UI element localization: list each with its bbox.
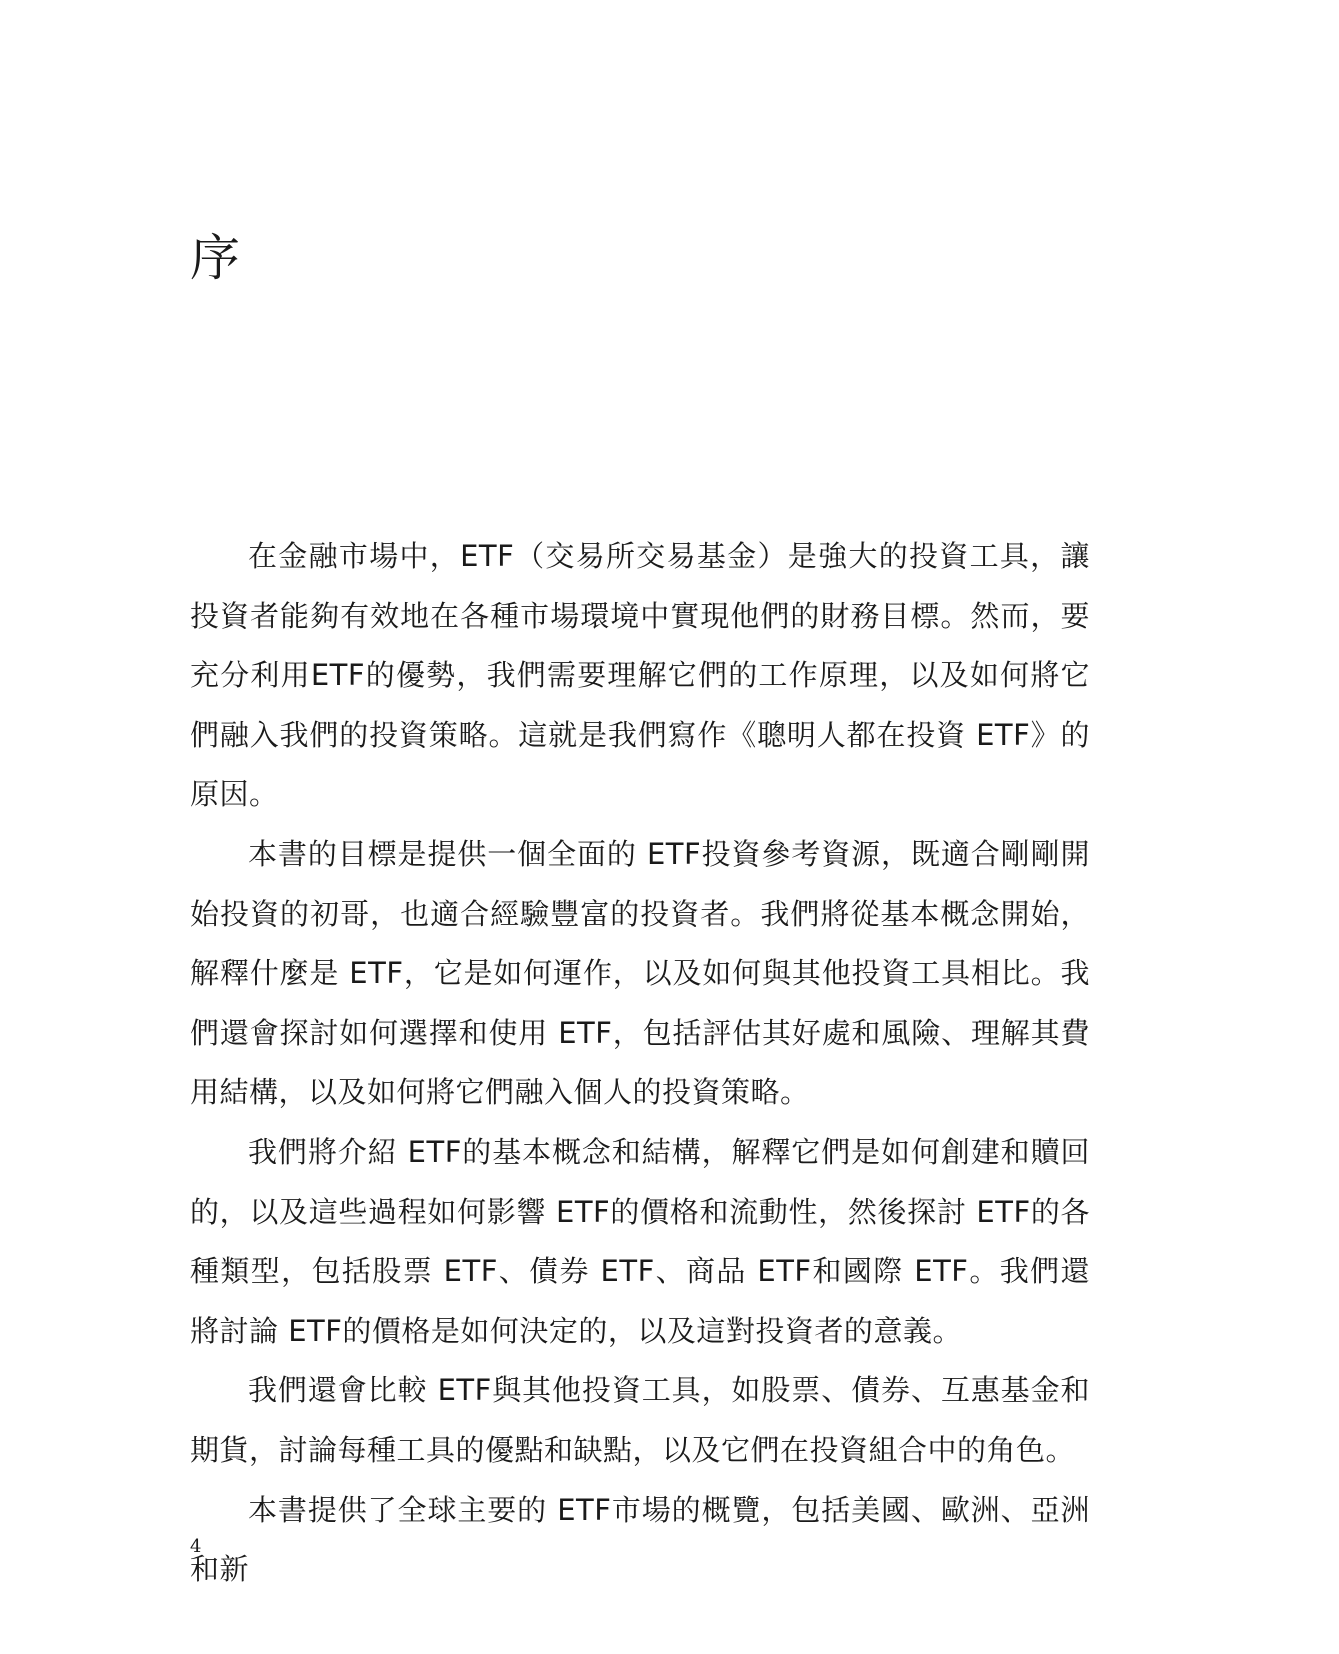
paragraph-1: 在金融市場中，ETF（交易所交易基金）是強大的投資工具，讓投資者能夠有效地在各種市場環境中實現他們的財務目標。然而，要充分利用ETF的優勢，我們需要理解它們的工作原理，以及如何將它們融入我們的投資策略。這就是我們寫作《聰明人都在投資 ETF》的原因。 [190, 539, 1090, 812]
page-number: 4 [190, 1536, 202, 1557]
paragraph-3: 我們將介紹 ETF的基本概念和結構，解釋它們是如何創建和贖回的，以及這些過程如何影響 ETF的價格和流動性，然後探討 ETF的各種類型，包括股票 ETF、債券 ETF、商品 ETF和國際 ETF。我們還將討論 ETF的價格是如何決定的，以及這對投資者的意義。 [190, 1134, 1090, 1348]
paragraph-5: 本書提供了全球主要的 ETF市場的概覽，包括美國、歐洲、亞洲和新 [190, 1492, 1090, 1587]
chapter-title: 序 [190, 229, 240, 287]
preface-body [190, 527, 1090, 1600]
paragraph-4: 我們還會比較 ETF與其他投資工具，如股票、債券、互惠基金和期貨，討論每種工具的優點和缺點，以及它們在投資組合中的角色。 [190, 1373, 1090, 1467]
paragraph-2: 本書的目標是提供一個全面的 ETF投資參考資源，既適合剛剛開始投資的初哥，也適合經驗豐富的投資者。我們將從基本概念開始，解釋什麼是 ETF，它是如何運作，以及如何與其他投資工具相比。我們還會探討如何選擇和使用 ETF，包括評估其好處和風險、理解其費用結構，以及如何將它們融入個人的投資策略。 [190, 836, 1090, 1110]
